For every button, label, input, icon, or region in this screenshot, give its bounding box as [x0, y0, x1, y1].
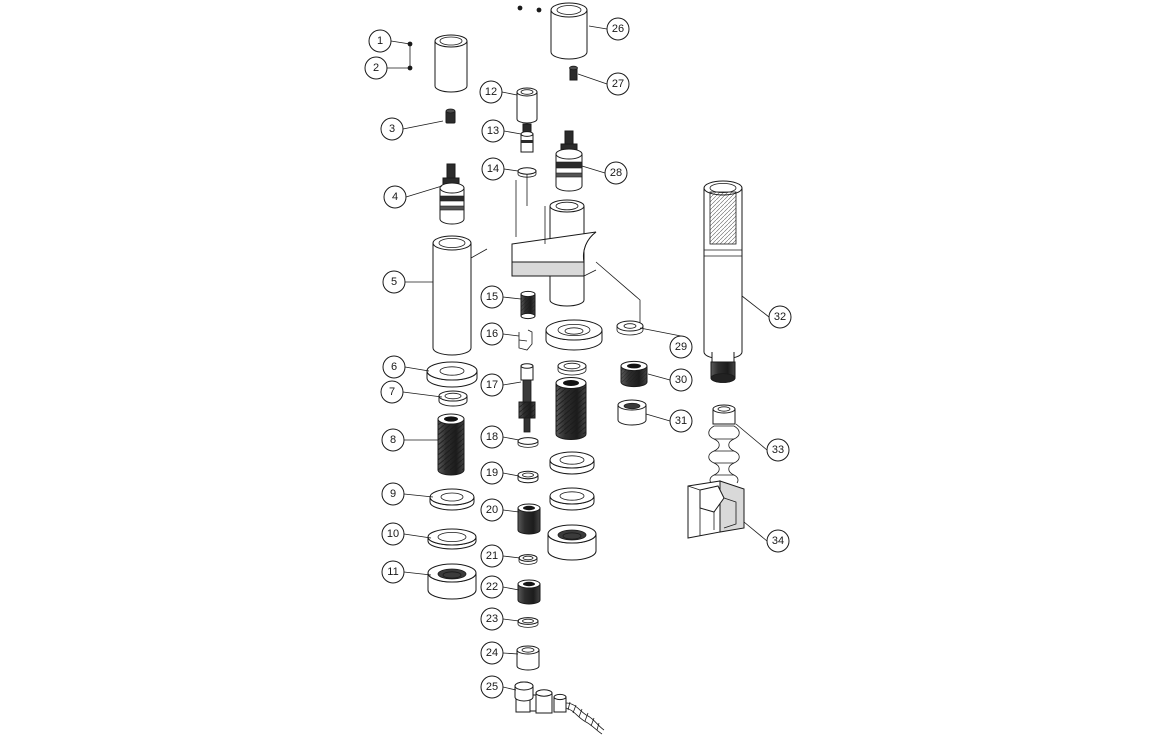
callout-label: 9 [389, 488, 397, 500]
callout-label: 1 [376, 35, 384, 47]
part-small-o-ring [519, 555, 537, 565]
callout-label: 17 [485, 379, 499, 391]
part-washer-right-upper [550, 452, 594, 474]
callout-6[interactable] [383, 356, 405, 378]
callout-label: 25 [485, 681, 499, 693]
callout-13[interactable] [482, 120, 504, 142]
part-diverter-spindle [521, 124, 533, 152]
callout-label: 5 [390, 276, 398, 288]
part-lock-nut [518, 580, 540, 604]
callout-21[interactable] [481, 545, 503, 567]
callout-32[interactable] [769, 306, 791, 328]
callout-label: 19 [485, 467, 499, 479]
callout-26[interactable] [607, 18, 629, 40]
callout-label: 24 [485, 647, 499, 659]
callout-20[interactable] [481, 499, 503, 521]
callout-label: 16 [485, 328, 499, 340]
callout-4[interactable] [384, 186, 406, 208]
part-handle-screw [570, 66, 578, 80]
callout-7[interactable] [381, 381, 403, 403]
callout-34[interactable] [767, 530, 789, 552]
callout-label: 29 [674, 341, 688, 353]
callout-label: 11 [387, 566, 399, 578]
callout-label: 26 [611, 23, 625, 35]
callout-label: 6 [390, 361, 398, 373]
callout-label: 31 [674, 415, 688, 427]
callout-14[interactable] [482, 158, 504, 180]
callout-label: 3 [388, 123, 396, 135]
part-knurled-nut [621, 361, 647, 386]
callout-label: 27 [611, 78, 625, 90]
callout-label: 13 [486, 125, 500, 137]
part-hose-connector-cone [709, 405, 740, 483]
callout-11[interactable] [382, 561, 404, 583]
part-handle-grub-screw [446, 109, 455, 123]
callout-12[interactable] [480, 81, 502, 103]
callout-label: 21 [485, 550, 499, 562]
callout-label: 33 [771, 444, 785, 456]
part-handle-sleeve-large [518, 3, 587, 59]
part-chrome-base-washer [427, 362, 477, 387]
part-spacer-bush [518, 504, 540, 534]
callout-9[interactable] [382, 483, 404, 505]
part-washer-right-lower [550, 488, 594, 510]
callout-label: 15 [485, 291, 499, 303]
part-retaining-pin [516, 168, 536, 237]
part-hose-collar [618, 400, 646, 425]
part-spout-collar-sleeve [435, 35, 467, 92]
callout-2[interactable] [365, 57, 387, 79]
callout-label: 23 [485, 613, 499, 625]
callout-label: 4 [391, 191, 399, 203]
callout-1[interactable] [369, 30, 391, 52]
part-threaded-stud-long [519, 364, 535, 432]
callout-label: 14 [486, 163, 500, 175]
callout-24[interactable] [481, 642, 503, 664]
part-flange-nut-right [548, 525, 596, 560]
callout-22[interactable] [481, 576, 503, 598]
callout-33[interactable] [767, 439, 789, 461]
part-flat-washer [430, 489, 474, 510]
callout-label: 12 [484, 86, 498, 98]
callout-3[interactable] [381, 118, 403, 140]
part-rubber-seal-ring [439, 391, 467, 406]
callout-31[interactable] [670, 410, 692, 432]
part-tap-body-riser [433, 236, 487, 355]
callout-19[interactable] [481, 462, 503, 484]
part-shower-outlet-washer [617, 321, 643, 335]
callout-28[interactable] [605, 162, 627, 184]
part-threaded-sleeve-right [556, 378, 586, 440]
part-ceramic-cartridge-large [556, 131, 582, 191]
callout-30[interactable] [670, 369, 692, 391]
part-hex-nut [517, 646, 539, 670]
callout-18[interactable] [481, 426, 503, 448]
callout-8[interactable] [382, 429, 404, 451]
part-thin-washer [428, 529, 476, 549]
callout-5[interactable] [383, 271, 405, 293]
part-handset-wall-bracket [688, 481, 744, 538]
part-ceramic-cartridge-small [440, 164, 464, 224]
callout-label: 20 [485, 504, 499, 516]
callout-27[interactable] [607, 73, 629, 95]
callout-label: 7 [388, 386, 396, 398]
callout-label: 2 [372, 62, 380, 74]
part-diverter-sleeve [517, 88, 537, 123]
callout-label: 8 [389, 434, 397, 446]
callout-23[interactable] [481, 608, 503, 630]
callout-29[interactable] [670, 336, 692, 358]
part-thin-gasket [518, 618, 538, 628]
callout-label: 34 [771, 535, 785, 547]
part-small-seal-washer [558, 361, 586, 375]
part-hose-elbow-connector [515, 682, 604, 734]
part-small-clip [518, 438, 538, 448]
callout-label: 10 [386, 528, 400, 540]
part-shower-handset [704, 181, 742, 382]
callout-label: 30 [674, 374, 688, 386]
callout-label: 28 [609, 167, 623, 179]
part-outlet-seal-washer [546, 320, 602, 350]
callout-25[interactable] [481, 676, 503, 698]
callout-15[interactable] [481, 286, 503, 308]
callout-17[interactable] [481, 374, 503, 396]
callout-label: 32 [773, 311, 787, 323]
callout-10[interactable] [382, 523, 404, 545]
part-spring-clip [519, 330, 532, 350]
callout-label: 18 [485, 431, 499, 443]
part-o-ring [518, 471, 538, 483]
part-threaded-tail-stud [438, 414, 464, 475]
callout-16[interactable] [481, 323, 503, 345]
part-diverter-cartridge [521, 291, 535, 318]
part-mounting-flange-nut [428, 564, 476, 599]
callout-label: 22 [485, 581, 499, 593]
